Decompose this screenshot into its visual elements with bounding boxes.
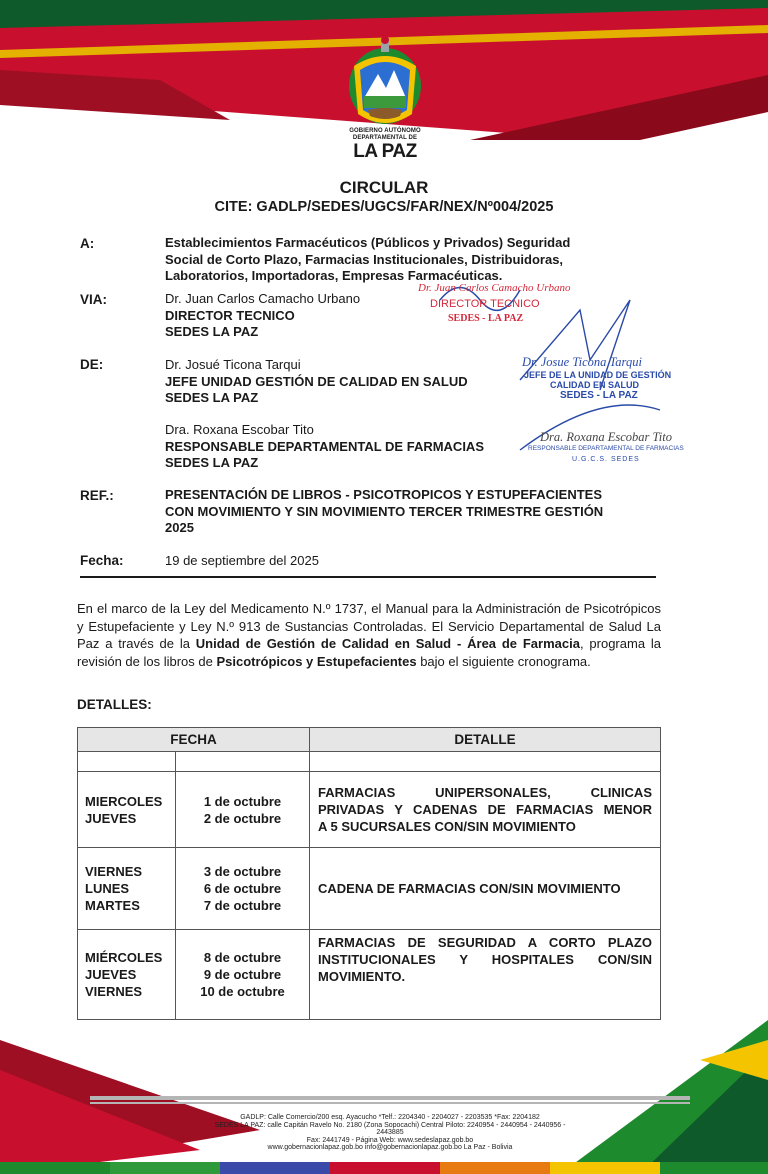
ref-label: REF.:	[80, 488, 114, 503]
detail-cell: FARMACIAS DE SEGURIDAD A CORTO PLAZO INSTITUCIONALES Y HOSPITALES CON/SIN MOVIMIENTO.	[310, 930, 661, 1020]
days-cell: MIERCOLES JUEVES	[78, 772, 176, 848]
document-cite: CITE: GADLP/SEDES/UGCS/FAR/NEX/Nº004/2025	[214, 199, 554, 215]
stamp-jefe-name: Dr. Josue Ticona Tarqui	[522, 355, 642, 369]
detail-cell: FARMACIAS UNIPERSONALES, CLINICAS PRIVADAS Y CADENAS DE FARMACIAS MENOR A 5 SUCURSALES CON/SIN MOVIMIENTO	[310, 772, 661, 848]
via-label: VIA:	[80, 292, 107, 307]
stamp-jefe-role2: CALIDAD EN SALUD	[550, 380, 639, 390]
from-person-2: Dra. Roxana Escobar Tito RESPONSABLE DEPARTAMENTAL DE FARMACIAS SEDES LA PAZ	[165, 422, 484, 470]
column-header-detalle: DETALLE	[310, 728, 661, 752]
schedule-table	[77, 727, 661, 1020]
stamp-director-org: SEDES - LA PAZ	[448, 313, 524, 324]
date-value: 19 de septiembre del 2025	[165, 553, 319, 568]
to-label: A:	[80, 236, 95, 251]
details-heading: DETALLES:	[77, 697, 152, 712]
table-row	[78, 930, 661, 1020]
stamp-jefe-role: JEFE DE LA UNIDAD DE GESTIÓN	[524, 370, 672, 380]
dates-cell: 8 de octubre 9 de octubre 10 de octubre	[176, 930, 310, 1020]
detail-cell: CADENA DE FARMACIAS CON/SIN MOVIMIENTO	[310, 848, 661, 930]
days-cell: MIÉRCOLES JUEVES VIERNES	[78, 930, 176, 1020]
dates-cell: 1 de octubre 2 de octubre	[176, 772, 310, 848]
stamp-farm-role: RESPONSABLE DEPARTAMENTAL DE FARMACIAS	[528, 445, 684, 452]
date-label: Fecha:	[80, 553, 124, 568]
header-divider	[80, 576, 656, 578]
document-title: CIRCULAR	[339, 178, 429, 197]
dates-cell: 3 de octubre 6 de octubre 7 de octubre	[176, 848, 310, 930]
column-header-fecha: FECHA	[78, 728, 310, 752]
stamp-director-role: DIRECTOR TECNICO	[430, 298, 540, 310]
days-cell: VIERNES LUNES MARTES	[78, 848, 176, 930]
coat-of-arms-logo	[340, 30, 430, 142]
stamp-farm-org: U.G.C.S. SEDES	[572, 456, 640, 463]
table-row	[78, 772, 661, 848]
to-recipients: Establecimientos Farmacéuticos (Públicos y Privados) Seguridad Social de Corto Plazo, Farmacias Institucionales, Distribuidoras, Laboratorios, Importadoras, Empresas Farmacéuticas.	[165, 235, 571, 283]
ref-subject: PRESENTACIÓN DE LIBROS - PSICOTROPICOS Y ESTUPEFACIENTES CON MOVIMIENTO Y SIN MOVIMIENTO TERCER TRIMESTRE GESTIÓN 2025	[165, 487, 604, 535]
from-person-1: Dr. Josué Ticona Tarqui JEFE UNIDAD GESTIÓN DE CALIDAD EN SALUD SEDES LA PAZ	[165, 357, 468, 405]
intro-paragraph: En el marco de la Ley del Medicamento N.º 1737, el Manual para la Administración de Psicotrópicos y Estupefaciente y Ley N.º 913 de Sustancias Controladas. El Servicio Departamental de Salud La Paz a través de la Unidad de Gestión de Calidad en Salud - Área de Farmacia, programa la revisión de los libros de Psicotrópicos y Estupefacientes bajo el siguiente cronograma.	[77, 601, 662, 669]
footer-contact: GADLP: Calle Comercio/200 esq. Ayacucho *Telf.: 2204340 - 2204027 - 2203535 *Fax: 2204182 SEDES LA PAZ: calle Capitán Ravelo No. 2180 (Zona Sopocachi) Central Piloto: 2240954 - 2440954 - 2440956 - 2443885 Fax: 2441749 - Página Web: www.sedeslapaz.gob.bo www.gobernacionlapaz.gob.bo info@gobernacionlapaz.gob.bo La Paz - Bolivia	[214, 1114, 566, 1151]
government-name: GOBIERNO AUTÓNOMO DEPARTAMENTAL DE LA PAZ	[349, 128, 421, 162]
stamp-jefe-org: SEDES - LA PAZ	[560, 390, 638, 401]
table-row	[78, 848, 661, 930]
from-label: DE:	[80, 357, 104, 372]
stamp-farm-name: Dra. Roxana Escobar Tito	[540, 430, 672, 444]
spacer-row	[78, 752, 661, 772]
table-header-row	[78, 728, 661, 752]
via-block: Dr. Juan Carlos Camacho Urbano DIRECTOR TECNICO SEDES LA PAZ	[165, 291, 361, 339]
stamp-director-name: Dr. Juan Carlos Camacho Urbano	[418, 282, 571, 294]
